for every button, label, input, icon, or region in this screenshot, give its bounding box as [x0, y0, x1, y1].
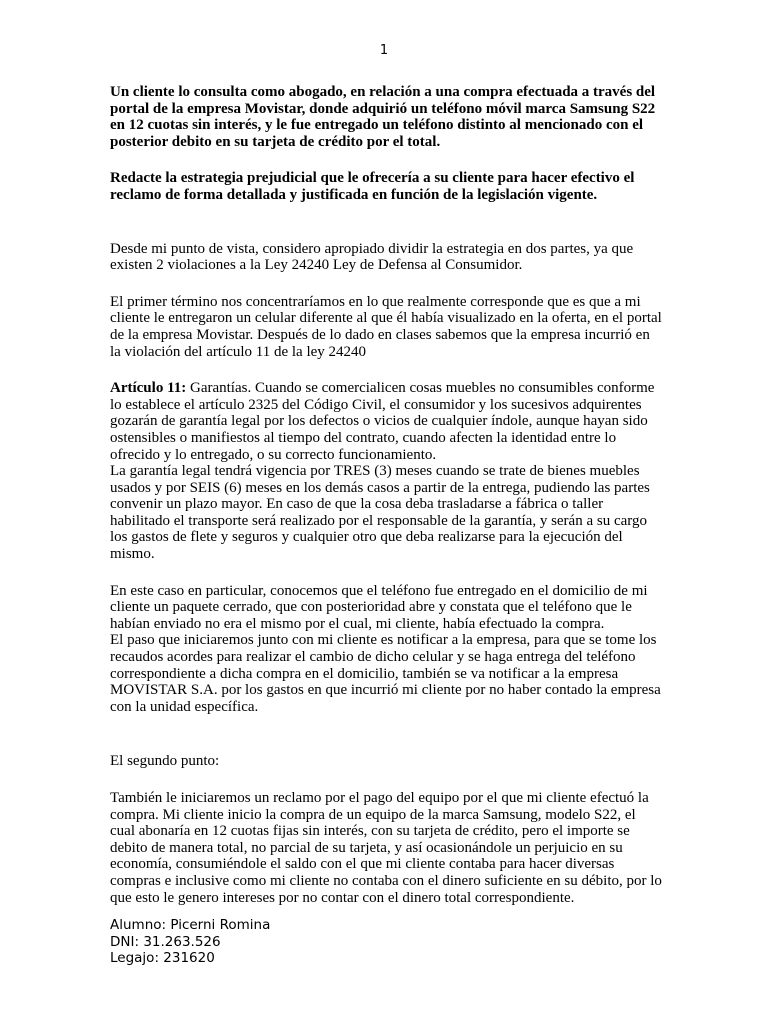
- case-paragraph-1: En este caso en particular, conocemos que el teléfono fue entregado en el domicilio de mi cliente un paquete cerrado, que con posterioridad abre y constata que el teléfono que le habían enviado no era el mismo por el cual, mi cliente, había efectuado la compra.: [110, 582, 648, 632]
- page-number: 1: [379, 43, 389, 58]
- second-point-heading: El segundo punto:: [110, 753, 220, 770]
- case-paragraph-2: El paso que iniciaremos junto con mi cliente es notificar a la empresa, para que se tome los recaudos acordes para realizar el cambio de dicho celular y se haga entrega del teléfono correspondiente a dicha compra en el domicilio, también se va notificar a la empresa MOVISTAR S.A. por los gastos en que incurrió mi cliente por no haber contado la empresa con la unidad específica.: [110, 632, 661, 715]
- document-body: [110, 84, 662, 906]
- article-11-paragraph: [110, 380, 662, 463]
- answer-first-term: El primer término nos concentraríamos en lo que realmente corresponde que es que a mi cliente le entregaron un celular diferente al que él había visualizado en la oferta, en el portal de la empresa Movistar. Después de lo dado en clases sabemos que la empresa incurrió en la violación del artículo 11 de la ley 24240: [110, 293, 662, 360]
- student-name: Alumno: Picerni Romina: [110, 917, 271, 933]
- question-paragraph-2: Redacte la estrategia prejudicial que le ofrecería a su cliente para hacer efectivo el reclamo de forma detallada y justificada en función de la legislación vigente.: [110, 170, 635, 203]
- question-paragraph-1: Un cliente lo consulta como abogado, en relación a una compra efectuada a través del portal de la empresa Movistar, donde adquirió un teléfono móvil marca Samsung S22 en 12 cuotas sin interés, y le fue entregado un teléfono distinto al mencionado con el posterior debito en su tarjeta de crédito por el total.: [110, 84, 656, 150]
- article-label: Artículo 11:: [110, 380, 187, 397]
- article-text: Garantías. Cuando se comercialicen cosas muebles no consumibles conforme lo establece el artículo 2325 del Código Civil, el consumidor y los sucesivos adquirentes gozarán de garantía legal por los defectos o vicios de cualquier índole, aunque hayan sido ostensibles o manifiestos al tiempo del contrato, cuando afecten la identidad entre lo ofrecido y lo entregado, o su correcto funcionamiento.: [110, 380, 655, 463]
- student-info-footer: [110, 917, 270, 967]
- article-11-paragraph-2: La garantía legal tendrá vigencia por TRES (3) meses cuando se trate de bienes muebles usados y por SEIS (6) meses en los demás casos a partir de la entrega, pudiendo las partes convenir un plazo mayor. En caso de que la cosa deba trasladarse a fábrica o taller habilitado el transporte será realizado por el responsable de la garantía, y serán a su cargo los gastos de flete y seguros y cualquier otro que deba realizarse para la ejecución del mismo.: [110, 463, 650, 563]
- second-point-paragraph: También le iniciaremos un reclamo por el pago del equipo por el que mi cliente efectuó la compra. Mi cliente inicio la compra de un equipo de la marca Samsung, modelo S22, el cual abonaría en 12 cuotas fijas sin interés, con su tarjeta de crédito, pero el importe se debito de manera total, no parcial de su tarjeta, y así ocasionándole un perjuicio en su economía, consumiéndole el saldo con el que mi cliente contaba para hacer diversas compras e inclusive como mi cliente no contaba con el dinero suficiente en su débito, por lo que esto le genero intereses por no contar con el dinero total correspondiente.: [110, 790, 662, 906]
- answer-intro: Desde mi punto de vista, considero apropiado dividir la estrategia en dos partes, ya que existen 2 violaciones a la Ley 24240 Ley de Defensa al Consumidor.: [110, 240, 634, 274]
- student-dni: DNI: 31.263.526: [110, 933, 221, 950]
- student-legajo: Legajo: 231620: [110, 950, 215, 966]
